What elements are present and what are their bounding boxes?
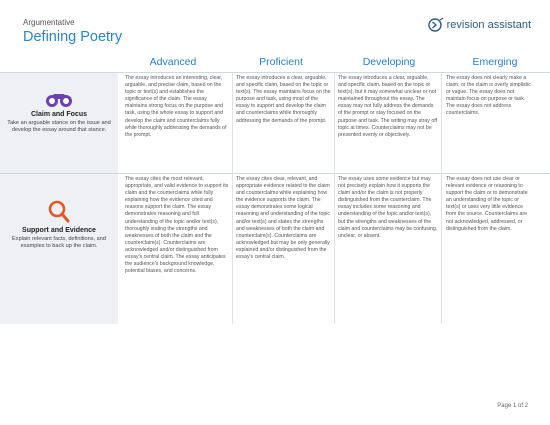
criteria-claim-and-focus bbox=[0, 92, 118, 134]
document-header bbox=[23, 18, 122, 45]
criteria-description: Take an arguable stance on the issue and develop the essay around that stance. bbox=[7, 120, 111, 133]
column-header-advanced: Advanced bbox=[149, 56, 197, 68]
column-header-emerging: Emerging bbox=[472, 56, 518, 68]
column-divider bbox=[441, 73, 442, 324]
binoculars-icon bbox=[44, 92, 74, 108]
criteria-description: Explain relevant facts, definitions, and examples to back up the claim. bbox=[12, 236, 106, 249]
criteria-title: Claim and Focus bbox=[30, 111, 87, 118]
rubric-cell-claim-developing: The essay introduces a clear, arguable, and specific claim, based on the topic or text(s), but it may somewhat unclear or not maintained throughout the essay. The essay may not fully address the demands of the prompt or stay focused on the purpose and task. The writing may stray off topic at times. Counterclaims may not be presented evenly or objectively. bbox=[338, 75, 437, 138]
column-divider bbox=[334, 73, 335, 324]
rubric-cell-support-advanced: The essay cites the most relevant, appropriate, and valid evidence to support its claim and the counterclaims while fully explaining how the evidence cited and reasons support the claim. The essay demonstrates reasoning and full understanding of the topic and/or text(s), thoroughly stating the strengths and weaknesses of both the claim and the counterclaim(s). Counterclaims are acknowledged and/or distinguished from essay's central claim. The essay anticipates the audience's background knowledge, potential biases, and concerns. bbox=[125, 176, 229, 275]
column-divider bbox=[232, 73, 233, 324]
magnifier-icon bbox=[48, 200, 70, 224]
rubric-cell-claim-advanced: The essay introduces an interesting, clear, arguable, and precise claim, based on the topic or text(s) and establishes the significance of the claim. The essay maintains strong focus on the purpose and task, using the whole essay to support and develop the claim and counterclaims fully while thoroughly addressing the demands of the prompt. bbox=[125, 75, 227, 138]
document-subtitle: Argumentative bbox=[23, 18, 75, 27]
brand-logo bbox=[428, 17, 531, 33]
revision-assistant-logo-icon bbox=[428, 17, 444, 33]
rubric-column-headers bbox=[119, 56, 550, 70]
rubric-cell-support-proficient: The essay cites clear, relevant, and appropriate evidence related to the claim and counterclaims while explaining how the evidence supports the claim. The essay demonstrates some logical reasoning and understanding of the topic and/or text(s) and states the strengths and weaknesses of both the claim and counterclaim(s). Counterclaims are acknowledged but may be only generally explained and/or distinguished from the essay's central claim. bbox=[236, 176, 331, 261]
rubric-cell-claim-proficient: The essay introduces a clear, arguable, and specific claim, based on the topic or text(s). The essay maintains focus on the purpose and task, using most of the essay to support and develop the claim and counterclaims while thoroughly addressing the demands of the prompt. bbox=[236, 75, 331, 124]
page-number: Page 1 of 2 bbox=[497, 403, 528, 409]
column-header-developing: Developing bbox=[362, 56, 416, 68]
criteria-support-and-evidence bbox=[0, 200, 118, 250]
criteria-title: Support and Evidence bbox=[22, 227, 96, 234]
brand-name: revision assistant bbox=[446, 19, 531, 31]
rubric-cell-claim-emerging: The essay does not clearly make a claim, or the claim is overly simplistic or vague. The essay does not maintain focus on purpose or task. The essay does not address counterclaims. bbox=[446, 75, 531, 117]
rubric-cell-support-developing: The essay uses some evidence but may not precisely explain how it supports the claim and/or the claim is not properly distinguished from the counterclaim. The essay includes some reasoning and understanding of the topic and/or text(s), but the strengths and weaknesses of the claim and counterclaims may be confusing, unclear, or absent. bbox=[338, 176, 438, 239]
rubric-cell-support-emerging: The essay does not use clear or relevant evidence or reasoning to support the claim or to demonstrate an understanding of the topic or text(s) or uses very little evidence from the source. Counterclaims are not acknowledged, addressed, or distinguished from the claim. bbox=[446, 176, 528, 232]
document-title: Defining Poetry bbox=[23, 29, 123, 45]
column-header-proficient: Proficient bbox=[259, 56, 303, 68]
